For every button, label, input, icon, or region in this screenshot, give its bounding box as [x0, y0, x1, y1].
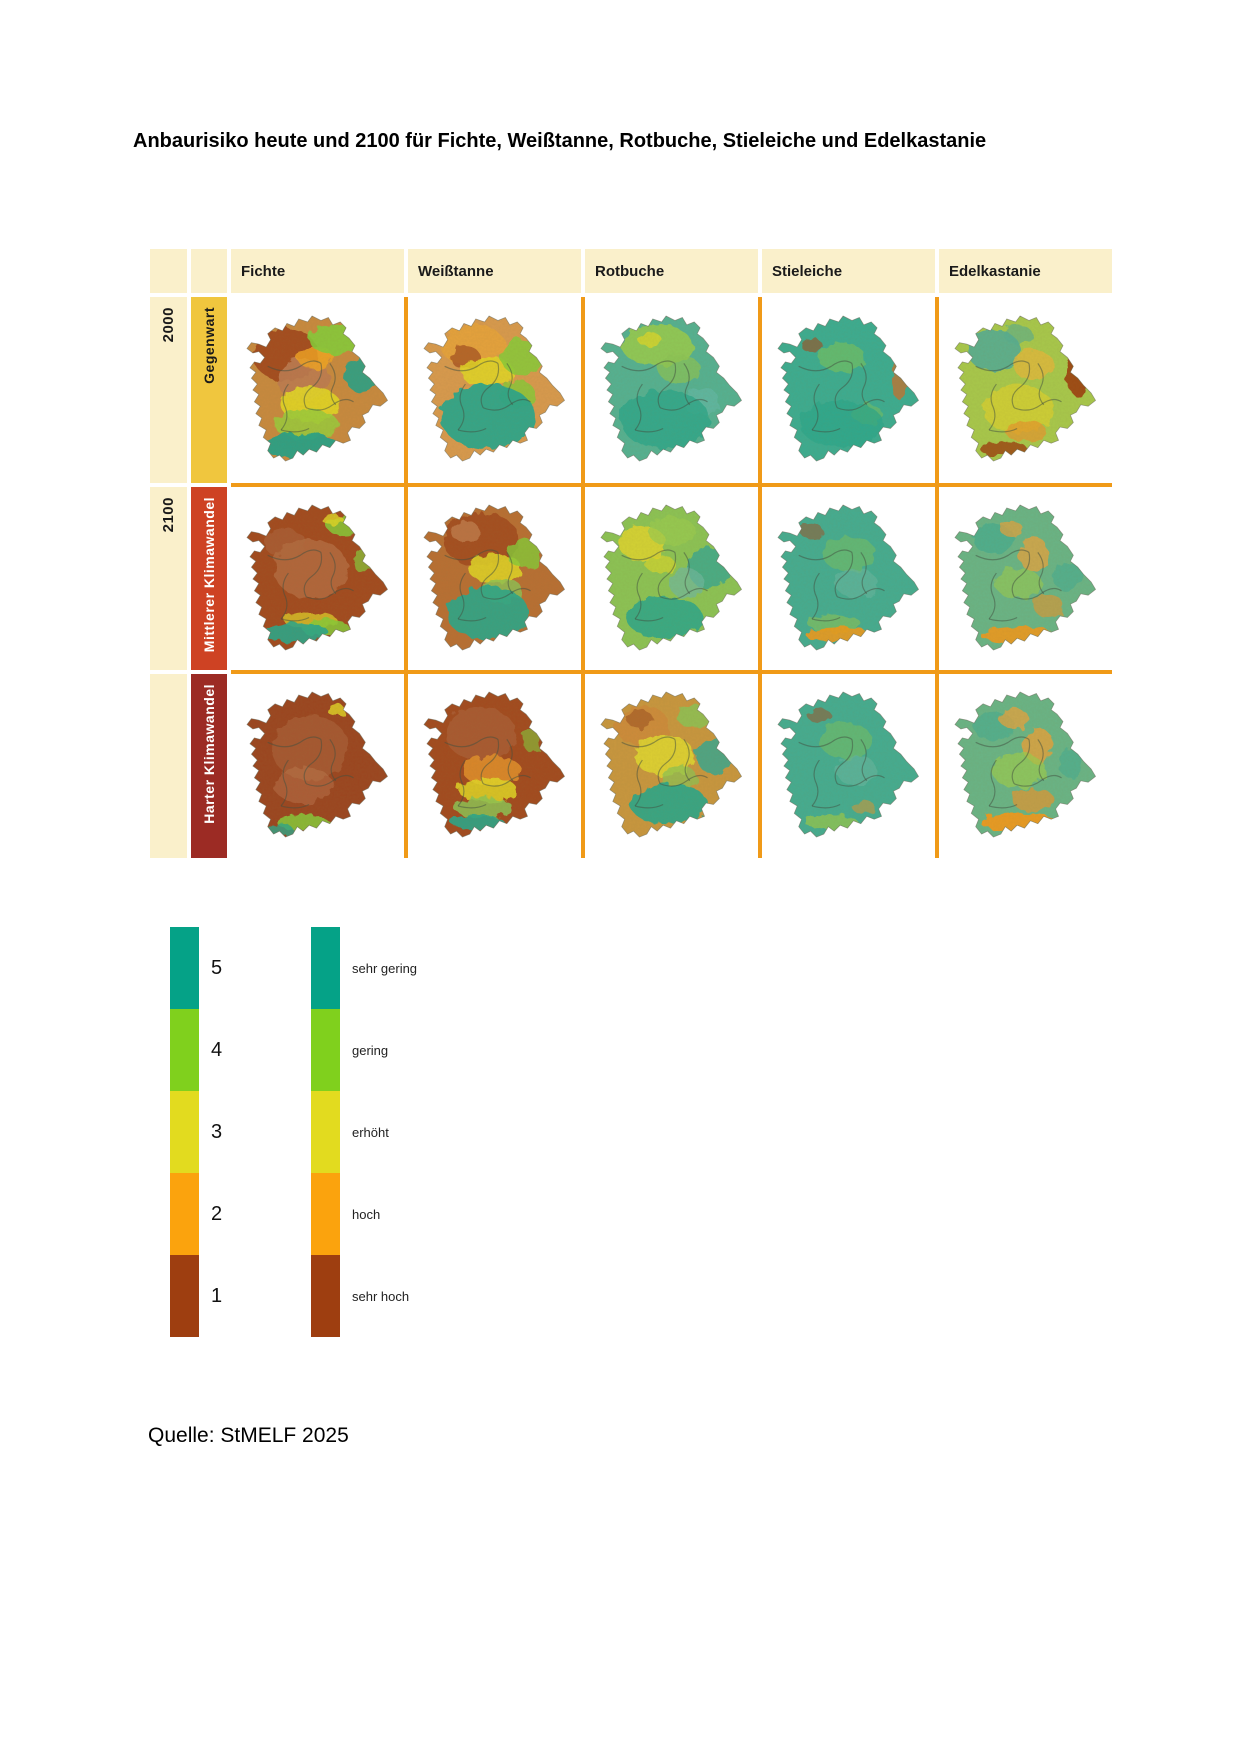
legend-swatch-hoch [311, 1173, 340, 1255]
grid-line-vertical [581, 297, 585, 858]
header-spacer-year [150, 249, 187, 293]
risk-legend [170, 927, 482, 1337]
map-cell [762, 674, 935, 858]
legend-number: 3 [211, 1120, 223, 1143]
column-header-stieleiche: Stieleiche [762, 249, 935, 293]
bavaria-risk-map [775, 502, 923, 656]
scenario-label: Gegenwart [201, 307, 217, 384]
map-cell [408, 487, 581, 670]
grid-line-vertical [935, 297, 939, 858]
legend-swatch-5 [170, 927, 199, 1009]
map-cell [408, 297, 581, 483]
column-header-edelkastanie: Edelkastanie [939, 249, 1112, 293]
bavaria-risk-map [244, 689, 392, 843]
bavaria-risk-map [598, 689, 746, 843]
map-cell [231, 297, 404, 483]
legend-swatch-3 [170, 1091, 199, 1173]
year-cell-blank [150, 674, 187, 858]
legend-number: 1 [211, 1284, 223, 1307]
map-cell [585, 674, 758, 858]
year-cell-2100 [150, 487, 187, 670]
legend-swatch-erhoeht [311, 1091, 340, 1173]
map-cell [585, 487, 758, 670]
legend-swatch-2 [170, 1173, 199, 1255]
legend-row [170, 1173, 482, 1255]
page-title: Anbaurisiko heute und 2100 für Fichte, Weißtanne, Rotbuche, Stieleiche und Edelkastanie [133, 130, 987, 152]
legend-number: 2 [211, 1202, 223, 1225]
scenario-cell-gegenwart [191, 297, 227, 483]
grid-line-vertical [404, 297, 408, 858]
grid-line-horizontal [231, 483, 1112, 487]
legend-label: sehr gering [352, 960, 418, 976]
scenario-label: Harter Klimawandel [201, 684, 217, 824]
legend-number: 5 [211, 956, 223, 979]
source-text: Quelle: StMELF 2025 [148, 1424, 349, 1447]
map-cell [762, 487, 935, 670]
legend-swatch-sehr-gering [311, 927, 340, 1009]
legend-row [170, 927, 482, 1009]
risk-map-figure [150, 249, 1112, 858]
legend-row [170, 1009, 482, 1091]
column-header-weisstanne: Weißtanne [408, 249, 581, 293]
bavaria-risk-map [952, 313, 1100, 467]
map-cell [939, 297, 1112, 483]
legend-label: erhöht [352, 1124, 389, 1140]
year-cell-2000 [150, 297, 187, 483]
bavaria-risk-map [598, 313, 746, 467]
bavaria-risk-map [244, 313, 392, 467]
bavaria-risk-map [421, 502, 569, 656]
grid-line-vertical [758, 297, 762, 858]
grid-line-horizontal [231, 670, 1112, 674]
map-cell [585, 297, 758, 483]
scenario-cell-harter-klimawandel [191, 674, 227, 858]
legend-swatch-4 [170, 1009, 199, 1091]
legend-label: hoch [352, 1206, 381, 1222]
bavaria-risk-map [952, 502, 1100, 656]
map-cell [939, 487, 1112, 670]
year-label: 2000 [160, 307, 177, 343]
bavaria-risk-map [421, 689, 569, 843]
bavaria-risk-map [952, 689, 1100, 843]
legend-row [170, 1091, 482, 1173]
legend-swatch-sehr-hoch [311, 1255, 340, 1337]
legend-label: gering [352, 1042, 389, 1058]
legend-label: sehr hoch [352, 1288, 410, 1304]
scenario-cell-mittlerer-klimawandel [191, 487, 227, 670]
column-header-rotbuche: Rotbuche [585, 249, 758, 293]
bavaria-risk-map [775, 313, 923, 467]
legend-swatch-1 [170, 1255, 199, 1337]
map-cell [231, 487, 404, 670]
legend-number: 4 [211, 1038, 223, 1061]
bavaria-risk-map [775, 689, 923, 843]
map-cell [762, 297, 935, 483]
map-cell [231, 674, 404, 858]
map-cell [939, 674, 1112, 858]
bavaria-risk-map [244, 502, 392, 656]
scenario-label: Mittlerer Klimawandel [201, 497, 217, 653]
map-cell [408, 674, 581, 858]
bavaria-risk-map [598, 502, 746, 656]
bavaria-risk-map [421, 313, 569, 467]
column-header-fichte: Fichte [231, 249, 404, 293]
year-label: 2100 [160, 497, 177, 533]
header-spacer-scenario [191, 249, 227, 293]
legend-row [170, 1255, 482, 1337]
legend-swatch-gering [311, 1009, 340, 1091]
